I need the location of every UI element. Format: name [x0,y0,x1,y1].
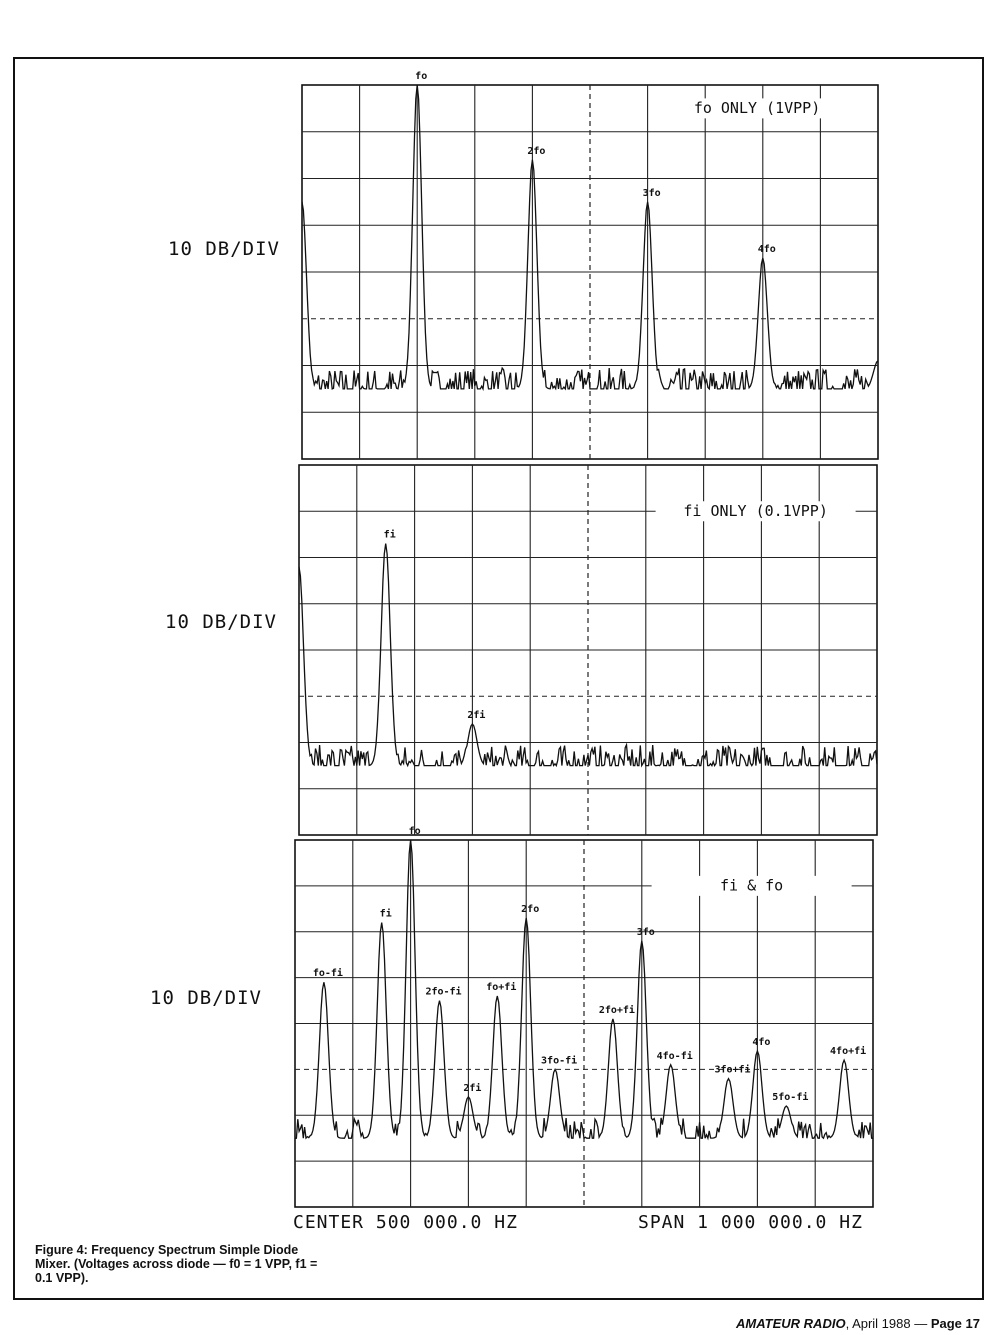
spectrum-plot [299,465,877,835]
peak-label: 2fo [527,145,546,157]
figure-caption: Figure 4: Frequency Spectrum Simple Diode Mixer. (Voltages across diode — f0 = 1 VPP, f1 = 0.1 VPP). [35,1243,318,1285]
panel-title: fi ONLY (0.1VPP) [683,501,828,520]
peak-label: 5fo-fi [772,1092,809,1104]
peak-label: 4fo+fi [830,1046,867,1058]
page-footer [736,1316,980,1331]
peak-label: fi [379,908,392,920]
spectrum-panel-2 [165,465,877,835]
peak-label: 4fo-fi [656,1050,693,1062]
y-axis-label: 10 DB/DIV [165,611,277,633]
peak-label: 4fo [752,1037,771,1049]
span-label: SPAN 1 000 000.0 HZ [638,1212,863,1233]
peak-label: 2fo-fi [425,986,462,998]
peak-label: 3fo+fi [714,1064,751,1076]
peak-label: fi [383,529,396,541]
panel-title: fi & fo [720,876,784,895]
peak-label: 3fo-fi [541,1055,578,1067]
issue-date: , April 1988 — [845,1316,931,1331]
peak-label: 2fi [463,1082,482,1094]
peak-label: 2fo+fi [598,1004,635,1016]
peak-label: 4fo [757,243,776,255]
peak-label: fo+fi [486,981,517,993]
panel-title: fo ONLY (1VPP) [693,98,821,117]
page-number: Page 17 [930,1316,980,1331]
spectrum-plot [295,826,873,1207]
spectrum-panel-3 [150,826,873,1207]
spectrum-panel-1 [168,71,878,459]
publication-name: AMATEUR RADIO [736,1316,846,1331]
peak-label: 2fi [467,710,486,721]
peak-label: fo [415,71,428,82]
peak-label: fo [408,826,421,837]
y-axis-label: 10 DB/DIV [168,238,280,260]
center-frequency-label: CENTER 500 000.0 HZ [293,1212,518,1233]
peak-label: 2fo [521,903,540,915]
y-axis-label: 10 DB/DIV [150,987,262,1009]
peak-label: 3fo [642,187,661,199]
peak-label: 3fo [636,926,655,938]
peak-label: fo-fi [312,968,343,980]
spectrum-plot [302,71,878,459]
